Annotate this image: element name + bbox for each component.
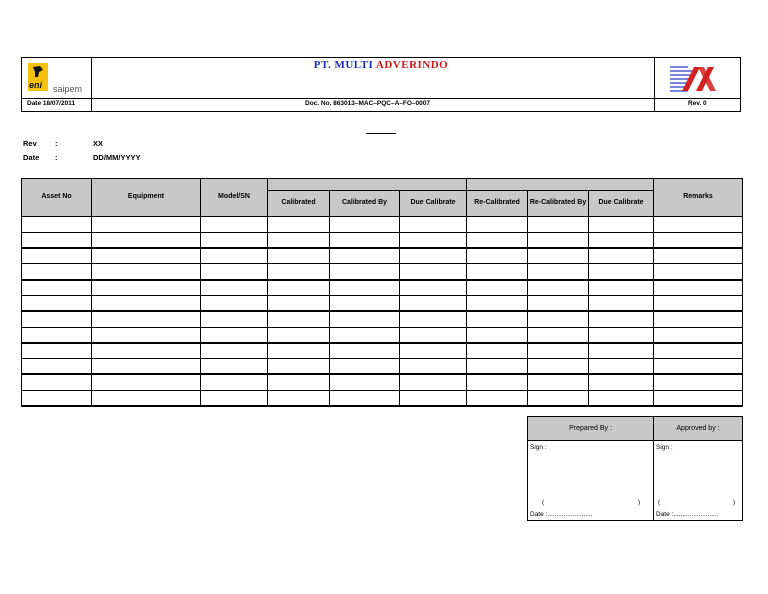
table-body	[22, 217, 743, 407]
col-equipment: Equipment	[92, 179, 201, 217]
group-calibration	[268, 179, 467, 191]
company-name-part1: PT. MULTI	[313, 59, 374, 71]
doc-number: Doc. No. 863013–MAC–PQC–A–FO–0007	[305, 100, 431, 107]
title-underline	[366, 133, 396, 134]
table-row	[22, 343, 743, 359]
table-row	[22, 327, 743, 343]
table-row	[22, 390, 743, 406]
col-remarks: Remarks	[654, 179, 743, 217]
table-row	[22, 264, 743, 280]
approved-date-line: Date :.........................	[656, 511, 719, 518]
prepared-date-line: Date :.........................	[530, 511, 593, 518]
prepared-close-paren: )	[638, 499, 641, 506]
table-row	[22, 248, 743, 264]
col-re-calibrated-by: Re-Calibrated By	[528, 191, 589, 217]
col-asset-no: Asset No	[22, 179, 92, 217]
table-row	[22, 280, 743, 296]
prepared-by-cell[interactable]	[528, 441, 654, 521]
date-value: DD/MM/YYYY	[93, 153, 141, 162]
approved-by-header: Approved by :	[654, 417, 743, 441]
calibration-table	[21, 178, 743, 407]
table-row	[22, 311, 743, 327]
table-row	[22, 217, 743, 233]
multi-adverindo-logo-icon	[668, 64, 718, 94]
doc-date: Date 18/07/2011	[27, 100, 76, 107]
table-row	[22, 295, 743, 311]
rev-colon: :	[55, 139, 58, 148]
approved-close-paren: )	[733, 499, 736, 506]
col-due-calibrate-2: Due Calibrate	[589, 191, 654, 217]
col-due-calibrate: Due Calibrate	[400, 191, 467, 217]
table-row	[22, 359, 743, 375]
eni-brand: eni	[29, 80, 43, 90]
approved-open-paren: (	[658, 499, 661, 506]
table-row	[22, 232, 743, 248]
date-colon: :	[55, 153, 58, 162]
rev-value: XX	[93, 139, 104, 148]
company-name	[22, 59, 740, 71]
approved-by-cell[interactable]	[654, 441, 743, 521]
prepared-sign-label: Sign :	[530, 444, 547, 451]
saipem-brand: saipem	[53, 84, 83, 94]
date-label: Date	[23, 153, 40, 162]
col-calibrated: Calibrated	[268, 191, 330, 217]
group-recalibration	[467, 179, 654, 191]
document-header	[21, 57, 741, 112]
prepared-open-paren: (	[542, 499, 545, 506]
col-calibrated-by: Calibrated By	[330, 191, 400, 217]
doc-revision: Rev. 0	[688, 100, 707, 107]
prepared-by-header: Prepared By :	[528, 417, 654, 441]
approved-sign-label: Sign :	[656, 444, 673, 451]
signoff-table	[527, 416, 743, 521]
rev-label: Rev	[23, 139, 37, 148]
table-row	[22, 374, 743, 390]
col-model-sn: Model/SN	[201, 179, 268, 217]
company-name-part2: ADVERINDO	[375, 59, 449, 71]
col-re-calibrated: Re-Calibrated	[467, 191, 528, 217]
